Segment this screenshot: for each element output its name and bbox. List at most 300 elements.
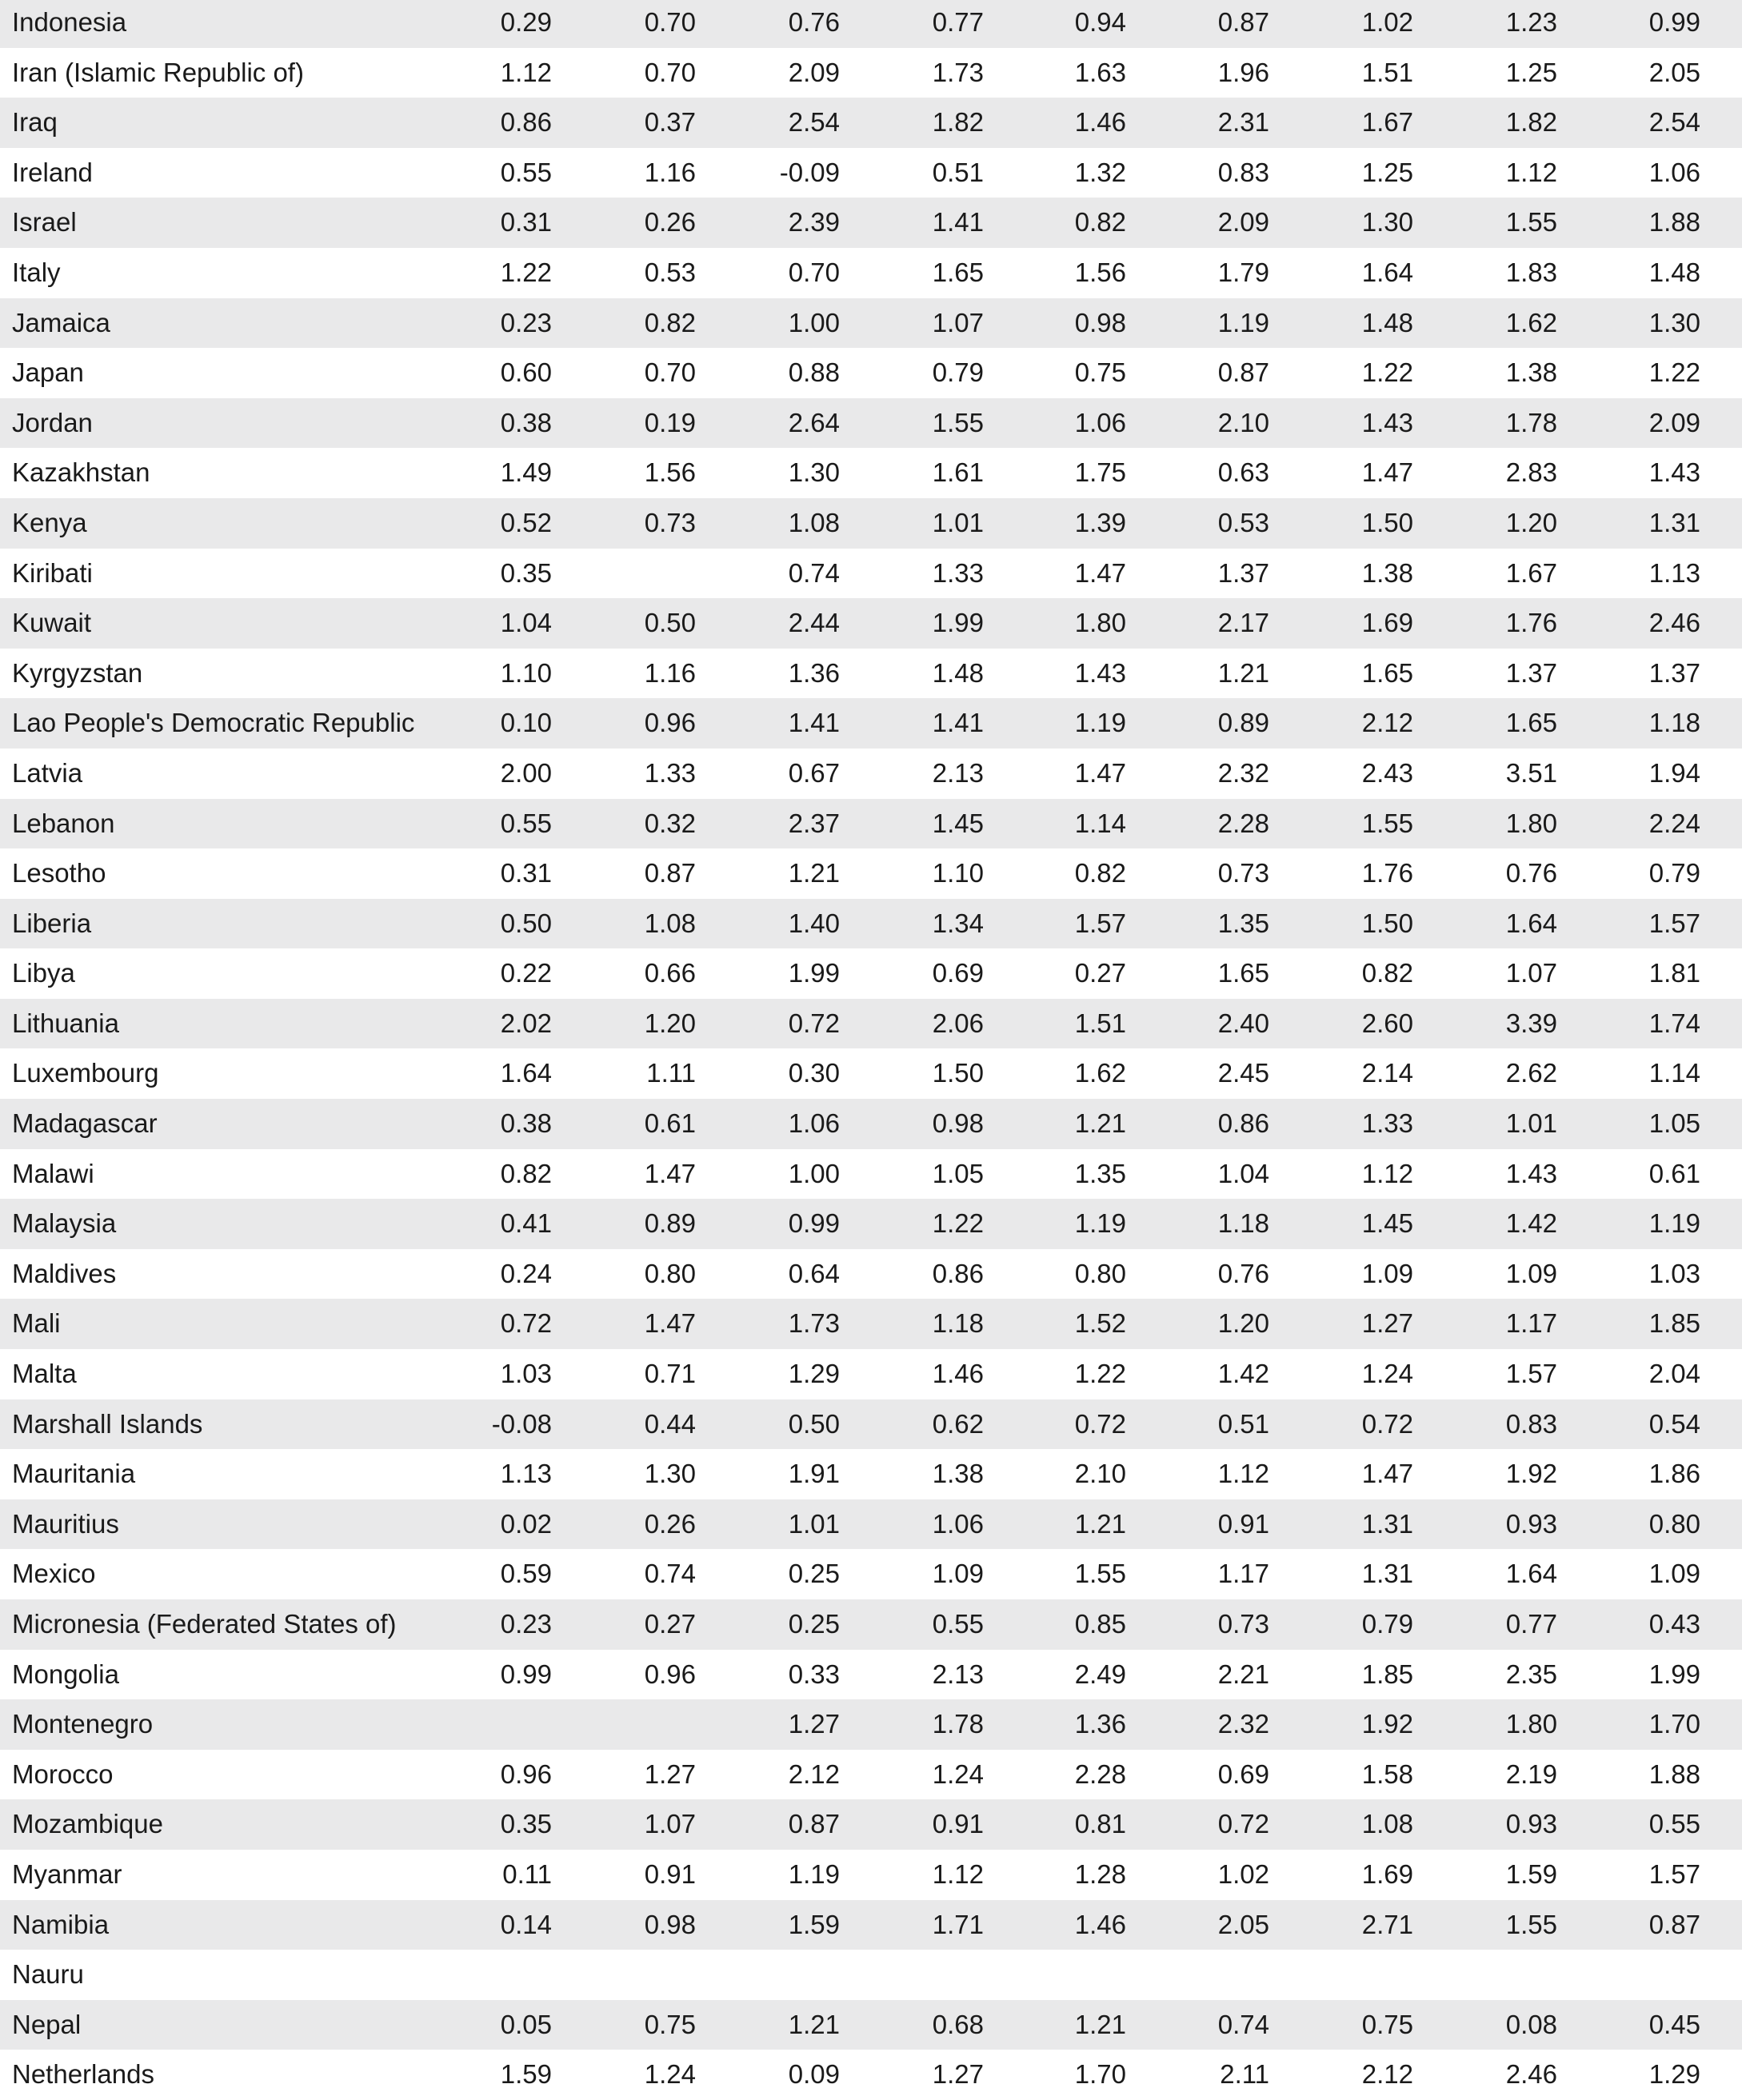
value-cell: 1.41: [932, 708, 984, 738]
value-cell: 2.21: [1217, 1659, 1269, 1689]
value-cell: 1.20: [1217, 1308, 1269, 1339]
value-cell: 0.19: [644, 407, 696, 437]
value-cell: 0.87: [788, 1809, 840, 1839]
value-cell: 1.70: [1074, 2059, 1126, 2090]
value-cell: 1.41: [788, 708, 840, 738]
value-cell: 0.51: [932, 157, 984, 187]
value-cell: 1.55: [932, 407, 984, 437]
value-cell: 1.40: [788, 908, 840, 938]
country-name: Morocco: [12, 1759, 114, 1789]
value-cell: 1.78: [1505, 407, 1557, 437]
table-row: [0, 0, 1742, 48]
value-cell: 0.79: [1648, 858, 1700, 888]
value-cell: 0.82: [1074, 858, 1126, 888]
value-cell: 1.07: [644, 1809, 696, 1839]
value-cell: 1.07: [932, 307, 984, 337]
value-cell: 0.96: [500, 1759, 552, 1789]
value-cell: 1.63: [1074, 57, 1126, 87]
value-cell: 1.55: [1361, 808, 1413, 838]
value-cell: 1.07: [1505, 958, 1557, 988]
value-cell: 1.99: [1648, 1659, 1700, 1689]
country-name: Mongolia: [12, 1659, 119, 1689]
value-cell: 2.62: [1505, 1058, 1557, 1088]
table-row: [0, 2050, 1742, 2100]
value-cell: 0.68: [932, 2009, 984, 2039]
value-cell: 0.55: [1648, 1809, 1700, 1839]
value-cell: 1.19: [1217, 307, 1269, 337]
table-row: [0, 1349, 1742, 1399]
value-cell: 1.43: [1505, 1158, 1557, 1188]
value-cell: 1.38: [1361, 557, 1413, 588]
value-cell: 1.83: [1505, 257, 1557, 287]
value-cell: 1.99: [788, 958, 840, 988]
value-cell: 1.65: [1361, 657, 1413, 688]
value-cell: 1.24: [644, 2059, 696, 2090]
value-cell: 0.69: [932, 958, 984, 988]
table-row: [0, 1199, 1742, 1249]
value-cell: 2.46: [1648, 608, 1700, 638]
value-cell: 0.64: [788, 1258, 840, 1288]
value-cell: 1.99: [932, 608, 984, 638]
value-cell: 0.63: [1217, 457, 1269, 488]
table-row: [0, 649, 1742, 699]
table-row: [0, 2000, 1742, 2050]
value-cell: 1.37: [1648, 657, 1700, 688]
value-cell: 0.70: [644, 7, 696, 37]
value-cell: 0.80: [644, 1258, 696, 1288]
value-cell: 0.08: [1505, 2009, 1557, 2039]
value-cell: 2.10: [1217, 407, 1269, 437]
table-row: [0, 198, 1742, 248]
value-cell: -0.08: [491, 1408, 552, 1439]
value-cell: 2.32: [1217, 1709, 1269, 1739]
value-cell: 1.59: [500, 2059, 552, 2090]
value-cell: 1.06: [1074, 407, 1126, 437]
value-cell: [1588, 1950, 1700, 2000]
country-name: Lao People's Democratic Republic: [12, 708, 415, 738]
value-cell: 1.31: [1648, 507, 1700, 537]
value-cell: 0.09: [788, 2059, 840, 2090]
value-cell: 2.13: [932, 757, 984, 788]
table-row: [0, 348, 1742, 398]
value-cell: 1.65: [932, 257, 984, 287]
value-cell: 1.69: [1361, 608, 1413, 638]
table-row: [0, 48, 1742, 98]
value-cell: 1.33: [932, 557, 984, 588]
value-cell: 1.37: [1217, 557, 1269, 588]
value-cell: 0.88: [788, 357, 840, 388]
value-cell: 2.04: [1648, 1359, 1700, 1389]
value-cell: 1.01: [932, 507, 984, 537]
value-cell: 0.54: [1648, 1408, 1700, 1439]
country-name: Micronesia (Federated States of): [12, 1609, 397, 1639]
value-cell: 0.23: [500, 1609, 552, 1639]
value-cell: 0.72: [788, 1008, 840, 1038]
value-cell: 0.72: [1074, 1408, 1126, 1439]
value-cell: 1.86: [1648, 1459, 1700, 1489]
value-cell: 0.61: [644, 1108, 696, 1139]
value-cell: 0.82: [644, 307, 696, 337]
value-cell: 2.54: [788, 107, 840, 138]
value-cell: 1.37: [1505, 657, 1557, 688]
value-cell: 1.13: [1648, 557, 1700, 588]
value-cell: 0.23: [500, 307, 552, 337]
value-cell: 0.75: [1074, 357, 1126, 388]
value-cell: 0.38: [500, 1108, 552, 1139]
value-cell: 1.81: [1648, 958, 1700, 988]
value-cell: 0.27: [644, 1609, 696, 1639]
value-cell: 1.22: [1074, 1359, 1126, 1389]
value-cell: 1.52: [1074, 1308, 1126, 1339]
value-cell: 1.71: [932, 1909, 984, 1939]
value-cell: 2.64: [788, 407, 840, 437]
value-cell: 1.56: [644, 457, 696, 488]
value-cell: 1.13: [500, 1459, 552, 1489]
value-cell: 0.75: [644, 2009, 696, 2039]
value-cell: 1.85: [1648, 1308, 1700, 1339]
value-cell: 1.80: [1505, 808, 1557, 838]
country-name: Kazakhstan: [12, 457, 150, 488]
value-cell: 2.12: [1361, 708, 1413, 738]
value-cell: 0.82: [1361, 958, 1413, 988]
value-cell: 0.70: [644, 57, 696, 87]
value-cell: 2.46: [1505, 2059, 1557, 2090]
value-cell: 2.05: [1648, 57, 1700, 87]
value-cell: 3.39: [1505, 1008, 1557, 1038]
value-cell: 1.38: [1505, 357, 1557, 388]
value-cell: 0.32: [644, 808, 696, 838]
table-row: [0, 1750, 1742, 1800]
value-cell: 1.02: [1361, 7, 1413, 37]
value-cell: 1.92: [1505, 1459, 1557, 1489]
value-cell: 1.35: [1217, 908, 1269, 938]
value-cell: 2.24: [1648, 808, 1700, 838]
value-cell: 0.87: [1648, 1909, 1700, 1939]
value-cell: 1.61: [932, 457, 984, 488]
value-cell: 1.22: [1361, 357, 1413, 388]
value-cell: [1301, 1950, 1413, 2000]
value-cell: 0.89: [644, 1208, 696, 1239]
value-cell: 1.88: [1648, 1759, 1700, 1789]
value-cell: 0.83: [1217, 157, 1269, 187]
value-cell: 1.43: [1074, 657, 1126, 688]
country-name: Ireland: [12, 157, 93, 187]
value-cell: 1.67: [1505, 557, 1557, 588]
value-cell: 1.47: [1074, 557, 1126, 588]
value-cell: 1.46: [1074, 1909, 1126, 1939]
value-cell: 1.62: [1074, 1058, 1126, 1088]
value-cell: 0.66: [644, 958, 696, 988]
country-name: Malta: [12, 1359, 77, 1389]
value-cell: 1.12: [1217, 1459, 1269, 1489]
value-cell: 0.99: [1648, 7, 1700, 37]
value-cell: 2.10: [1074, 1459, 1126, 1489]
country-name: Montenegro: [12, 1709, 154, 1739]
table-row: [0, 398, 1742, 449]
table-row: [0, 1299, 1742, 1349]
value-cell: 1.59: [1505, 1858, 1557, 1889]
value-cell: 1.41: [932, 207, 984, 238]
value-cell: 1.06: [788, 1108, 840, 1139]
value-cell: 1.27: [932, 2059, 984, 2090]
value-cell: 2.28: [1217, 808, 1269, 838]
table-row: [0, 448, 1742, 498]
value-cell: 1.02: [1217, 1858, 1269, 1889]
value-cell: 0.55: [500, 808, 552, 838]
value-cell: 1.12: [1505, 157, 1557, 187]
value-cell: 1.62: [1505, 307, 1557, 337]
value-cell: 0.76: [1217, 1258, 1269, 1288]
value-cell: 1.96: [1217, 57, 1269, 87]
value-cell: 0.98: [644, 1909, 696, 1939]
value-cell: 0.33: [788, 1659, 840, 1689]
value-cell: 0.72: [500, 1308, 552, 1339]
value-cell: 0.74: [788, 557, 840, 588]
value-cell: 1.46: [932, 1359, 984, 1389]
value-cell: 1.76: [1505, 608, 1557, 638]
country-name: Lebanon: [12, 808, 115, 838]
country-name: Mozambique: [12, 1809, 163, 1839]
value-cell: 1.30: [1648, 307, 1700, 337]
country-name: Lesotho: [12, 858, 106, 888]
table-row: [0, 999, 1742, 1049]
value-cell: 0.52: [500, 507, 552, 537]
value-cell: [1014, 1950, 1126, 2000]
value-cell: 0.44: [644, 1408, 696, 1439]
value-cell: 0.80: [1648, 1508, 1700, 1539]
value-cell: 1.01: [1505, 1108, 1557, 1139]
value-cell: 1.46: [1074, 107, 1126, 138]
value-cell: [584, 1950, 696, 2000]
table-row: [0, 1249, 1742, 1300]
value-cell: 0.53: [1217, 507, 1269, 537]
value-cell: 0.61: [1648, 1158, 1700, 1188]
value-cell: 1.04: [1217, 1158, 1269, 1188]
value-cell: 0.10: [500, 708, 552, 738]
table-row: [0, 98, 1742, 148]
value-cell: 1.32: [1074, 157, 1126, 187]
value-cell: 0.72: [1361, 1408, 1413, 1439]
country-name: Mauritius: [12, 1508, 119, 1539]
value-cell: 1.43: [1361, 407, 1413, 437]
value-cell: 2.32: [1217, 757, 1269, 788]
value-cell: 0.98: [932, 1108, 984, 1139]
value-cell: 1.06: [932, 1508, 984, 1539]
value-cell: 2.37: [788, 808, 840, 838]
value-cell: 1.64: [1505, 1559, 1557, 1589]
table-row: [0, 1900, 1742, 1950]
value-cell: 0.72: [1217, 1809, 1269, 1839]
value-cell: 1.47: [644, 1308, 696, 1339]
value-cell: 0.45: [1648, 2009, 1700, 2039]
value-cell: 0.99: [500, 1659, 552, 1689]
value-cell: 1.92: [1361, 1709, 1413, 1739]
country-name: Marshall Islands: [12, 1408, 203, 1439]
country-name: Luxembourg: [12, 1058, 159, 1088]
value-cell: 0.14: [500, 1909, 552, 1939]
value-cell: 0.55: [500, 157, 552, 187]
value-cell: 1.57: [1074, 908, 1126, 938]
value-cell: 2.13: [932, 1659, 984, 1689]
value-cell: [584, 1699, 696, 1750]
country-name: Kenya: [12, 507, 87, 537]
value-cell: 1.09: [1505, 1258, 1557, 1288]
value-cell: 1.11: [646, 1058, 696, 1088]
value-cell: 1.03: [1648, 1258, 1700, 1288]
value-cell: 1.94: [1648, 757, 1700, 788]
value-cell: 1.21: [1217, 657, 1269, 688]
value-cell: 0.71: [644, 1359, 696, 1389]
value-cell: 1.51: [1074, 1008, 1126, 1038]
value-cell: 1.35: [1074, 1158, 1126, 1188]
value-cell: [728, 1950, 840, 2000]
value-cell: 1.75: [1074, 457, 1126, 488]
value-cell: 0.82: [500, 1158, 552, 1188]
value-cell: 0.74: [644, 1559, 696, 1589]
value-cell: 0.50: [788, 1408, 840, 1439]
value-cell: 0.83: [1505, 1408, 1557, 1439]
value-cell: 1.05: [932, 1158, 984, 1188]
value-cell: 0.27: [1074, 958, 1126, 988]
value-cell: 0.85: [1074, 1609, 1126, 1639]
value-cell: 0.91: [1217, 1508, 1269, 1539]
value-cell: 1.27: [788, 1709, 840, 1739]
value-cell: 1.12: [500, 57, 552, 87]
value-cell: 0.73: [644, 507, 696, 537]
value-cell: 1.39: [1074, 507, 1126, 537]
value-cell: 1.04: [500, 608, 552, 638]
value-cell: 1.91: [788, 1459, 840, 1489]
value-cell: 1.27: [1361, 1308, 1413, 1339]
value-cell: 1.43: [1648, 457, 1700, 488]
value-cell: 1.82: [1505, 107, 1557, 138]
value-cell: 0.76: [788, 7, 840, 37]
value-cell: 2.17: [1217, 608, 1269, 638]
value-cell: 2.28: [1074, 1759, 1126, 1789]
country-name: Malaysia: [12, 1208, 117, 1239]
value-cell: 1.21: [788, 2009, 840, 2039]
value-cell: 2.45: [1217, 1058, 1269, 1088]
value-cell: [584, 549, 696, 599]
country-name: Libya: [12, 958, 75, 988]
value-cell: -0.09: [779, 157, 840, 187]
value-cell: 2.35: [1505, 1659, 1557, 1689]
value-cell: [440, 1699, 552, 1750]
value-cell: 1.23: [1505, 7, 1557, 37]
value-cell: 1.50: [1361, 507, 1413, 537]
value-cell: 1.67: [1361, 107, 1413, 138]
value-cell: 0.30: [788, 1058, 840, 1088]
value-cell: 0.35: [500, 557, 552, 588]
value-cell: 2.54: [1648, 107, 1700, 138]
value-cell: 0.22: [500, 958, 552, 988]
value-cell: 1.18: [932, 1308, 984, 1339]
value-cell: 1.19: [788, 1858, 840, 1889]
value-cell: 2.19: [1505, 1759, 1557, 1789]
value-cell: 1.47: [1074, 757, 1126, 788]
value-cell: 1.09: [1361, 1258, 1413, 1288]
value-cell: 0.96: [644, 1659, 696, 1689]
value-cell: 2.71: [1361, 1909, 1413, 1939]
value-cell: 2.02: [500, 1008, 552, 1038]
value-cell: 1.33: [644, 757, 696, 788]
country-name: Japan: [12, 357, 84, 388]
value-cell: 0.99: [788, 1208, 840, 1239]
table-row: [0, 1149, 1742, 1200]
value-cell: 2.14: [1361, 1058, 1413, 1088]
value-cell: 0.67: [788, 757, 840, 788]
value-cell: 1.03: [500, 1359, 552, 1389]
value-cell: 0.70: [788, 257, 840, 287]
table-row: [0, 1099, 1742, 1149]
value-cell: 1.79: [1217, 257, 1269, 287]
value-cell: 0.93: [1505, 1508, 1557, 1539]
value-cell: 1.47: [1361, 1459, 1413, 1489]
value-cell: 1.69: [1361, 1858, 1413, 1889]
value-cell: 1.50: [1361, 908, 1413, 938]
value-cell: 2.60: [1361, 1008, 1413, 1038]
value-cell: 0.26: [644, 207, 696, 238]
value-cell: 1.42: [1505, 1208, 1557, 1239]
value-cell: 1.22: [500, 257, 552, 287]
value-cell: 1.30: [788, 457, 840, 488]
value-cell: 0.89: [1217, 708, 1269, 738]
value-cell: 0.05: [500, 2009, 552, 2039]
value-cell: 1.55: [1505, 207, 1557, 238]
value-cell: 0.87: [1217, 357, 1269, 388]
value-cell: 1.24: [1361, 1359, 1413, 1389]
value-cell: 1.30: [644, 1459, 696, 1489]
value-cell: 1.19: [1074, 1208, 1126, 1239]
value-cell: 1.88: [1648, 207, 1700, 238]
value-cell: 1.08: [644, 908, 696, 938]
value-cell: 0.86: [500, 107, 552, 138]
value-cell: 0.41: [500, 1208, 552, 1239]
value-cell: 0.93: [1505, 1809, 1557, 1839]
value-cell: 1.70: [1648, 1709, 1700, 1739]
value-cell: 1.55: [1074, 1559, 1126, 1589]
value-cell: 1.48: [1361, 307, 1413, 337]
value-cell: 1.20: [1505, 507, 1557, 537]
country-name: Mauritania: [12, 1459, 136, 1489]
country-name: Italy: [12, 257, 61, 287]
country-name: Myanmar: [12, 1858, 122, 1889]
value-cell: 1.51: [1361, 57, 1413, 87]
value-cell: 0.50: [644, 608, 696, 638]
value-cell: 1.57: [1505, 1359, 1557, 1389]
table-row: [0, 899, 1742, 949]
table-row: [0, 248, 1742, 298]
value-cell: 2.09: [1648, 407, 1700, 437]
country-name: Kiribati: [12, 557, 93, 588]
value-cell: 1.56: [1074, 257, 1126, 287]
value-cell: 1.33: [1361, 1108, 1413, 1139]
country-name: Liberia: [12, 908, 92, 938]
value-cell: 0.25: [788, 1609, 840, 1639]
table-row: [0, 1449, 1742, 1499]
table-row: [0, 799, 1742, 849]
value-cell: 1.57: [1648, 1858, 1700, 1889]
value-cell: 0.86: [932, 1258, 984, 1288]
table-row: [0, 549, 1742, 599]
value-cell: 1.12: [1361, 1158, 1413, 1188]
table-row: [0, 1399, 1742, 1450]
value-cell: 1.22: [1648, 357, 1700, 388]
value-cell: 0.79: [932, 357, 984, 388]
value-cell: 1.10: [932, 858, 984, 888]
value-cell: 1.05: [1648, 1108, 1700, 1139]
value-cell: 1.47: [1361, 457, 1413, 488]
